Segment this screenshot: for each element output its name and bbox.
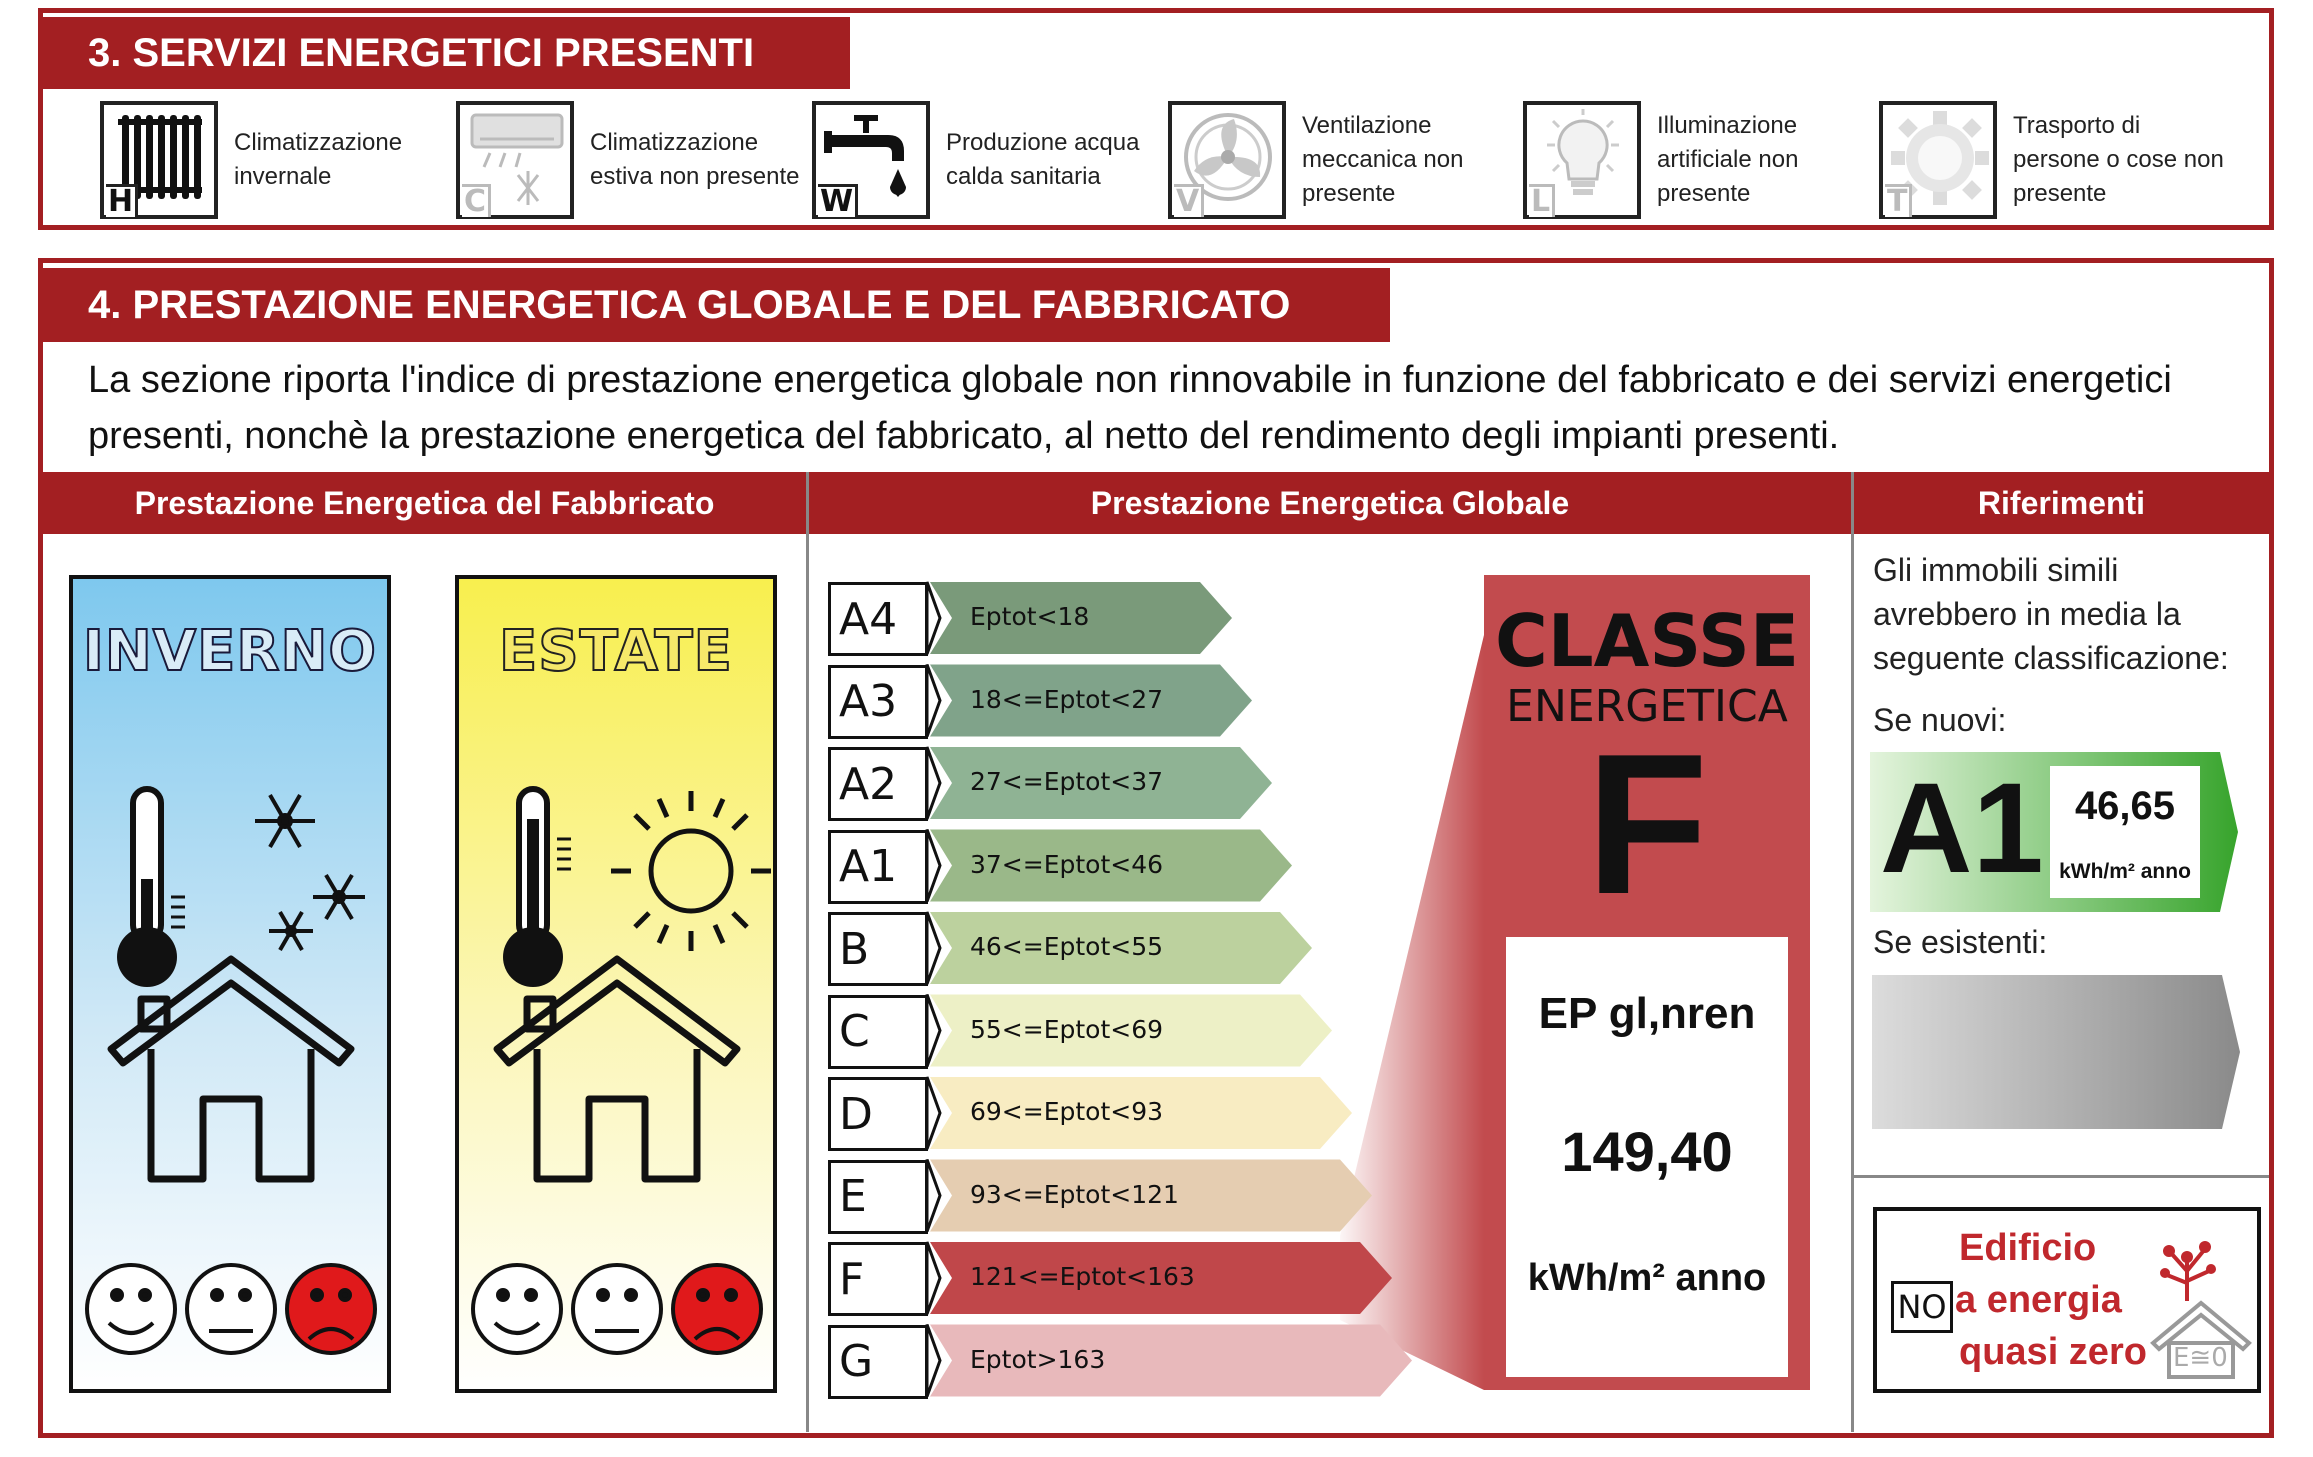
intro-line: avrebbero in media la	[1873, 596, 2181, 632]
class-label-b: B	[828, 912, 928, 986]
new-class-value: 46,65	[2074, 784, 2176, 828]
nzeb-line: Edificio	[1959, 1227, 2097, 1269]
new-class-letter: A1	[1880, 757, 2044, 900]
existing-buildings-label: Se esistenti:	[1873, 924, 2048, 960]
summer-title: ESTATE	[499, 619, 733, 684]
ep-value: 149,40	[1561, 1120, 1733, 1183]
class-label-f: F	[828, 1242, 928, 1316]
class-range-c: 55<=Eptot<69	[970, 1014, 1164, 1044]
class-label-a2: A2	[828, 747, 928, 821]
class-label-c: C	[828, 995, 928, 1069]
section-4-title: 4. PRESTAZIONE ENERGETICA GLOBALE E DEL FABBRICATO	[38, 268, 1390, 342]
service-label: Illuminazione artificiale non presente	[1657, 112, 1799, 207]
classe-title: CLASSE	[1494, 599, 1800, 683]
class-label-d: D	[828, 1077, 928, 1151]
nzeb-line: quasi zero	[1959, 1331, 2147, 1373]
class-range-d: 69<=Eptot<93	[970, 1097, 1164, 1126]
intro-line: seguente classificazione:	[1873, 640, 2229, 676]
existing-buildings-badge	[1872, 975, 2242, 1129]
class-label-a3: A3	[828, 665, 928, 739]
column-header-fabbricato: Prestazione Energetica del Fabbricato	[43, 472, 806, 534]
section-3-title: 3. SERVIZI ENERGETICI PRESENTI	[38, 17, 850, 89]
classe-letter: F	[1585, 713, 1709, 936]
ep-unit: kWh/m² anno	[1527, 1257, 1767, 1299]
service-letter: C	[462, 184, 491, 217]
service-label: Trasporto di persone o cose non presente	[2013, 112, 2224, 207]
nzeb-flag: NO	[1891, 1281, 1953, 1333]
class-range-f: 121<=Eptot<163	[970, 1262, 1195, 1291]
nzeb-line: a energia	[1955, 1279, 2122, 1321]
service-label: Climatizzazione estiva non presente	[590, 129, 800, 190]
new-buildings-label: Se nuovi:	[1873, 702, 2007, 738]
section-4-description: La sezione riporta l'indice di prestazione energetica globale non rinnovabile in funzione del fabbricato e dei servizi energetici presenti, nonchè la prestazione energetica del fabbricato, al netto del rendimento degli impianti presenti.	[88, 359, 2172, 457]
energy-class-panel	[1484, 575, 1810, 1390]
nzeb-box	[1873, 1207, 2261, 1393]
ep-box	[1506, 937, 1788, 1377]
column-header-globale: Prestazione Energetica Globale	[809, 472, 1851, 534]
service-letter: V	[1174, 184, 1204, 217]
column-header-riferimenti: Riferimenti	[1854, 472, 2269, 534]
class-label-g: G	[828, 1325, 928, 1399]
service-letter: L	[1529, 184, 1555, 217]
service-label: Climatizzazione invernale	[234, 129, 403, 190]
class-range-a2: 27<=Eptot<37	[970, 767, 1164, 796]
classe-subtitle: ENERGETICA	[1506, 681, 1788, 732]
class-range-a4: Eptot<18	[970, 602, 1090, 631]
class-range-b: 46<=Eptot<55	[970, 932, 1164, 961]
class-range-e: 93<=Eptot<121	[970, 1179, 1179, 1209]
service-letter: T	[1885, 184, 1912, 217]
ep-label: EP gl,nren	[1538, 989, 1756, 1038]
intro-line: Gli immobili simili	[1873, 552, 2119, 588]
service-letter: W	[818, 184, 858, 217]
service-label: Produzione acqua calda sanitaria	[946, 129, 1140, 190]
class-range-g: Eptot>163	[970, 1344, 1106, 1374]
class-label-a4: A4	[828, 582, 928, 656]
class-range-a3: 18<=Eptot<27	[970, 684, 1164, 714]
winter-title: INVERNO	[83, 619, 377, 684]
riferimenti-intro	[1873, 548, 2229, 680]
service-label: Ventilazione meccanica non presente	[1302, 112, 1464, 207]
new-class-unit: kWh/m² anno	[2059, 860, 2191, 883]
class-range-a1: 37<=Eptot<46	[970, 849, 1164, 879]
nzeb-badge: E≅0	[2173, 1343, 2228, 1373]
service-letter: H	[106, 184, 138, 217]
class-label-e: E	[828, 1160, 928, 1234]
class-label-a1: A1	[828, 830, 928, 904]
